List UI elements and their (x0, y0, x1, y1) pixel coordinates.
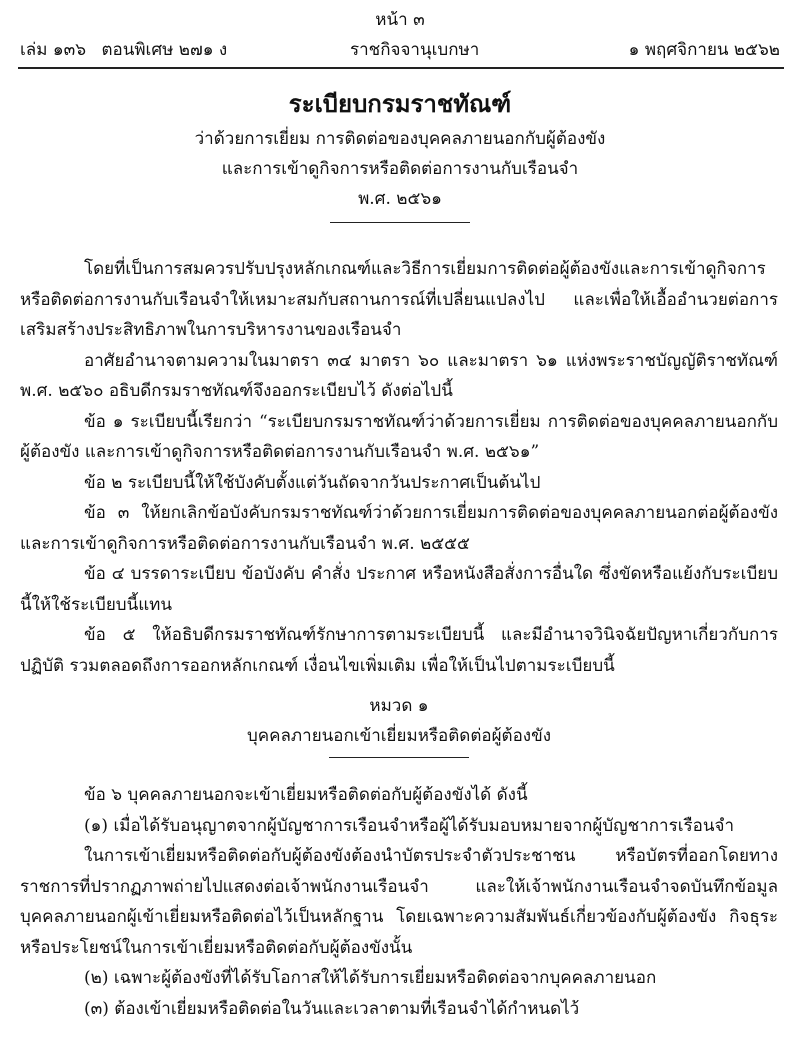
title-block (0, 84, 800, 223)
chapter-number: หมวด ๑ (369, 696, 429, 716)
title-divider (330, 222, 470, 223)
document-title: ระเบียบกรมราชทัณฑ์ (288, 89, 512, 118)
clause-6-item-3: (๓) ต้องเข้าเยี่ยมหรือติดต่อในวันและเวลาตามที่เรือนจำได้กำหนดไว้ (84, 998, 580, 1019)
publication-name: ราชกิจจานุเบกษา (350, 40, 480, 60)
clause-2: ข้อ ๒ ระเบียบนี้ให้ใช้บังคับตั้งแต่วันถัดจากวันประกาศเป็นต้นไป (84, 472, 541, 493)
clause-3: ข้อ ๓ ให้ยกเลิกข้อบังคับกรมราชทัณฑ์ว่าด้วยการเยี่ยมการติดต่อของบุคคลภายนอกต่อผู้ต้องขังและการเข้าดูกิจการหรือติดต่อการงานกับเรือนจำ พ.ศ. ๒๕๕๕ (20, 503, 778, 554)
clause-5: ข้อ ๕ ให้อธิบดีกรมราชทัณฑ์รักษาการตามระเบียบนี้ และมีอำนาจวินิจฉัยปัญหาเกี่ยวกับการปฏิบัติ รวมตลอดถึงการออกหลักเกณฑ์ เงื่อนไขเพิ่มเติม เพื่อให้เป็นไปตามระเบียบนี้ (20, 625, 778, 676)
authority-paragraph: อาศัยอำนาจตามความในมาตรา ๓๔ มาตรา ๖๐ และมาตรา ๖๑ แห่งพระราชบัญญัติราชทัณฑ์ พ.ศ. ๒๕๖๐ อธิบดีกรมราชทัณฑ์จึงออกระเบียบไว้ ดังต่อไปนี้ (20, 350, 778, 401)
chapter-divider (329, 757, 469, 758)
clause-6: ข้อ ๖ บุคคลภายนอกจะเข้าเยี่ยมหรือติดต่อกับผู้ต้องขังได้ ดังนี้ (84, 785, 528, 805)
clause-6-item-1-detail: ในการเข้าเยี่ยมหรือติดต่อกับผู้ต้องขังต้องนำบัตรประจำตัวประชาชน หรือบัตรที่ออกโดยทางราชการที่ปรากฏภาพถ่ายไปแสดงต่อเจ้าพนักงานเรือนจำ และให้เจ้าพนักงานเรือนจำจดบันทึกข้อมูลบุคคลภายนอกผู้เข้าเยี่ยมหรือติดต่อไว้เป็นหลักฐาน โดยเฉพาะความสัมพันธ์เกี่ยวข้องกับผู้ต้องขัง กิจธุระ หรือประโยชน์ในการเข้าเยี่ยมหรือติดต่อกับผู้ต้องขังนั้น (20, 846, 778, 958)
volume-issue (20, 36, 237, 63)
issue-label: ตอนพิเศษ ๒๗๑ ง (101, 40, 228, 60)
document-subtitle-line1: ว่าด้วยการเยี่ยม การติดต่อของบุคคลภายนอกกับผู้ต้องขัง (194, 129, 606, 149)
chapter-heading (20, 691, 778, 758)
document-subtitle-line2: และการเข้าดูกิจการหรือติดต่อการงานกับเรือนจำ (221, 159, 579, 179)
clause-1: ข้อ ๑ ระเบียบนี้เรียกว่า “ระเบียบกรมราชทัณฑ์ว่าด้วยการเยี่ยม การติดต่อของบุคคลภายนอกกับผู้ต้องขัง และการเข้าดูกิจการหรือติดต่อการงานกับเรือนจำ พ.ศ. ๒๕๖๑” (20, 411, 778, 462)
preamble-paragraph: โดยที่เป็นการสมควรปรับปรุงหลักเกณฑ์และวิธีการเยี่ยมการติดต่อผู้ต้องขังและการเข้าดูกิจการหรือติดต่อการงานกับเรือนจำให้เหมาะสมกับสถานการณ์ที่เปลี่ยนแปลงไป และเพื่อให้เอื้ออำนวยต่อการเสริมสร้างประสิทธิภาพในการบริหารงานของเรือนจำ (20, 259, 778, 340)
document-body (20, 254, 778, 1024)
clause-6-item-1: (๑) เมื่อได้รับอนุญาตจากผู้บัญชาการเรือนจำหรือผู้ได้รับมอบหมายจากผู้บัญชาการเรือนจำ (84, 815, 734, 836)
header-divider (18, 67, 784, 69)
clause-4: ข้อ ๔ บรรดาระเบียบ ข้อบังคับ คำสั่ง ประกาศ หรือหนังสือสั่งการอื่นใด ซึ่งขัดหรือแย้งกับระเบียบนี้ให้ใช้ระเบียบนี้แทน (20, 564, 778, 615)
page-number: หน้า ๓ (375, 10, 425, 30)
gazette-header (20, 36, 780, 62)
volume-label: เล่ม ๑๓๖ (20, 40, 87, 60)
document-year: พ.ศ. ๒๕๖๑ (358, 189, 442, 209)
chapter-title: บุคคลภายนอกเข้าเยี่ยมหรือติดต่อผู้ต้องขัง (246, 726, 552, 746)
publication-date: ๑ พฤศจิกายน ๒๕๖๒ (628, 40, 780, 60)
clause-6-item-2: (๒) เฉพาะผู้ต้องขังที่ได้รับโอกาสให้ได้รับการเยี่ยมหรือติดต่อจากบุคคลภายนอก (84, 968, 657, 988)
